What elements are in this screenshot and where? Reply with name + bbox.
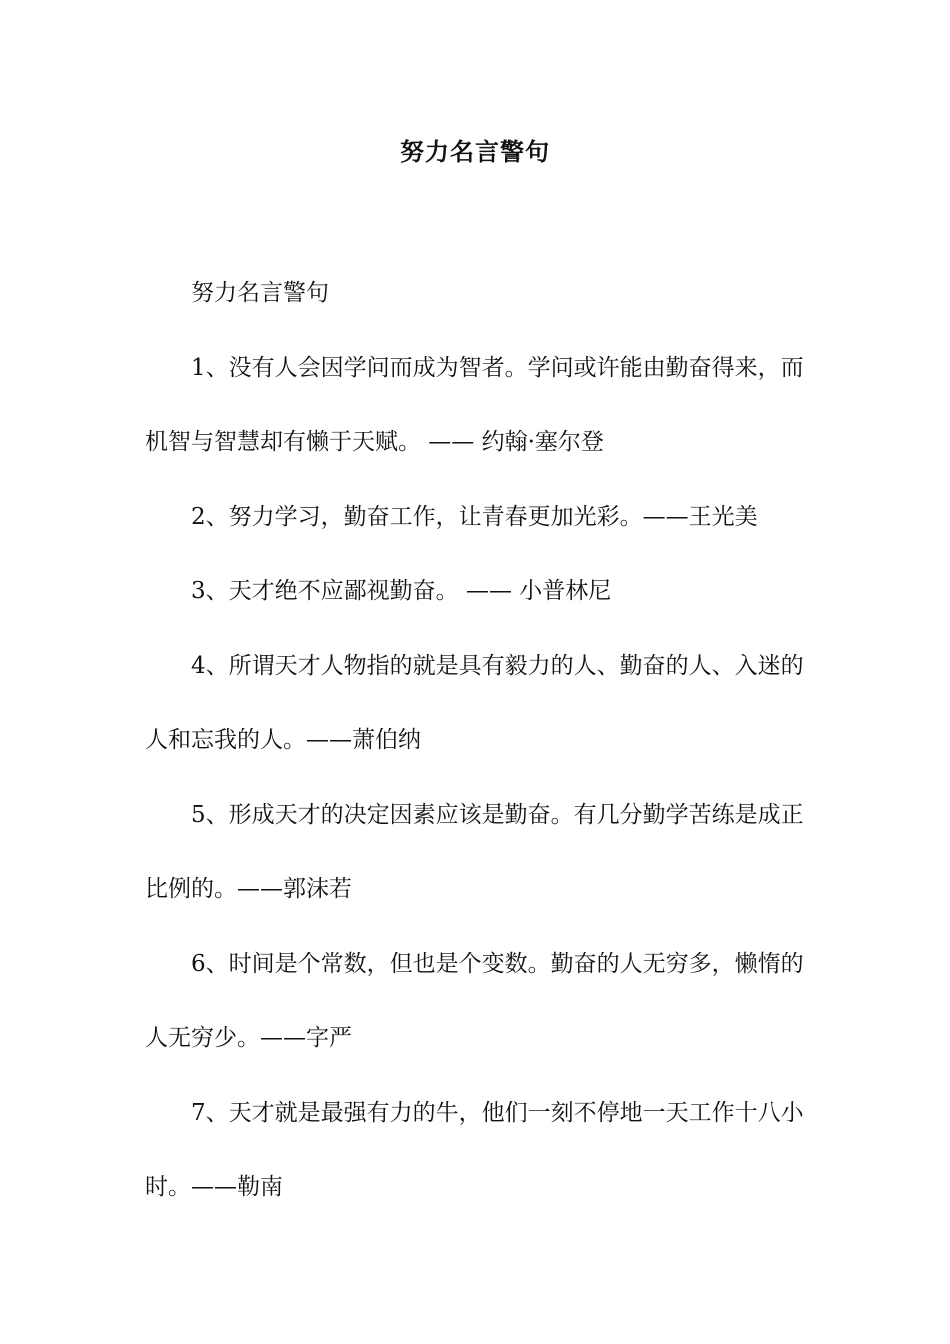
quote-paragraph: 5、形成天才的决定因素应该是勤奋。有几分勤学苦练是成正比例的。——郭沫若 [145, 801, 804, 902]
quote-paragraph: 7、天才就是最强有力的牛，他们一刻不停地一天工作十八小时。——勒南 [145, 1099, 804, 1200]
quote-paragraph: 3、天才绝不应鄙视勤奋。 —— 小普林尼 [191, 578, 612, 604]
quote-paragraph: 4、所谓天才人物指的就是具有毅力的人、勤奋的人、入迷的人和忘我的人。——萧伯纳 [145, 652, 804, 753]
page-title: 努力名言警句 [400, 137, 550, 166]
quote-paragraph: 6、时间是个常数，但也是个变数。勤奋的人无穷多，懒惰的人无穷少。——字严 [145, 950, 804, 1051]
quote-paragraph: 1、没有人会因学问而成为智者。学问或许能由勤奋得来，而机智与智慧却有懒于天赋。 —— 约翰·塞尔登 [145, 354, 804, 455]
document-body [145, 256, 810, 1225]
quote-paragraph: 2、努力学习，勤奋工作，让青春更加光彩。——王光美 [191, 503, 758, 530]
subtitle-paragraph: 努力名言警句 [191, 280, 329, 306]
